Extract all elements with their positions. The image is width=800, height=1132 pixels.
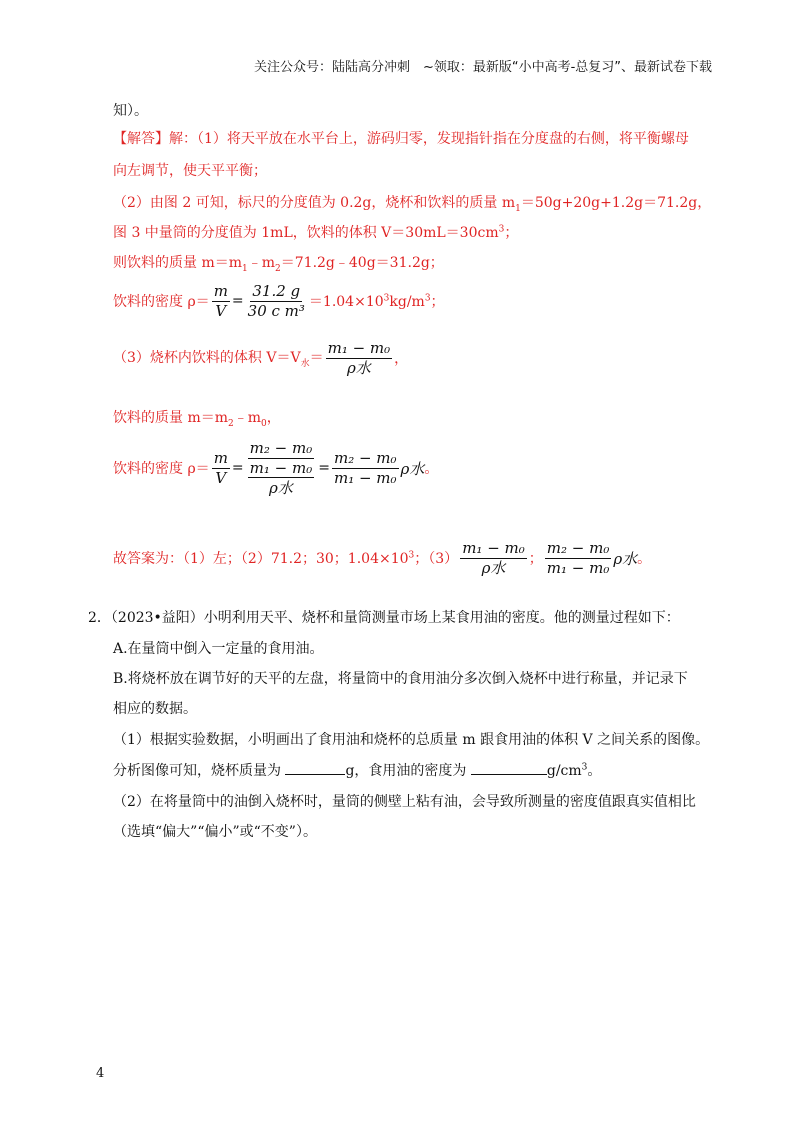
text: （3）烧杯内饮料的体积 V＝V [113,350,301,367]
text: ， [394,351,409,367]
blank-cup-mass[interactable] [285,762,345,775]
text: ； [504,225,519,241]
text: 解：（1）将天平放在水平台上，游码归零，发现指针指在分度盘的右侧，将平衡螺母 [169,131,689,147]
page-number: 4 [96,1066,105,1081]
answer-fraction-2 [545,540,612,576]
text: 则饮料的质量 m＝m [113,255,243,271]
solution-line-9: 饮料的密度 ρ＝ $\frac{m}{V}$ = m₂ − m₀ m₁ − m₀ ρ水 = $\frac{\text{m₂ − m₀}}{\text{m₁ − m₀}}$ ρ水 。 [113,439,439,497]
superscript: 3 [408,550,415,561]
fraction-m-over-v [212,283,230,319]
blank-oil-density[interactable] [471,762,547,775]
denominator: V [215,468,227,487]
compound-fraction [246,440,317,497]
text: ； [430,294,445,310]
fraction-m2m0-over-m1m0 [332,450,399,486]
denominator: 30 c m³ [247,301,305,320]
subscript: 2 [228,418,234,429]
subscript: 1 [242,263,248,274]
solution-line-10 [113,540,651,576]
question-2-line-5: （1）根据实验数据，小明画出了食用油和烧杯的总质量 m 跟食用油的体积 V 之间关系的图像。 [113,732,710,748]
superscript: 3 [383,293,390,304]
solution-line-2: 向左调节，使天平平衡； [113,163,267,179]
solution-line-1 [113,128,689,148]
text: ；（3） [414,551,459,567]
superscript: 3 [498,224,505,235]
text: 分析图像可知，烧杯质量为 [113,763,281,779]
denominator: ρ水 [346,358,371,377]
text: ， [266,410,281,426]
solution-line-0: 知）。 [113,103,148,119]
rho-water: ρ水 [400,459,425,478]
text: （2）由图 2 可知，标尺的分度值为 0.2g，烧杯和饮料的质量 m [113,195,516,211]
denominator: m₁ − m₀ [546,558,610,577]
numerator: m₂ − m₀ [249,439,313,457]
text: ＝50g+20g+1.2g＝71.2g， [520,195,712,211]
text: ； [528,551,543,567]
text: 饮料的密度 ρ＝ [113,461,210,478]
text: （2023•益阳）小明利用天平、烧杯和量筒测量市场上某食用油的密度。他的测量过程如下： [110,610,680,626]
text: ＝1.04×10 [308,294,384,310]
denominator [246,459,317,497]
subscript: 0 [261,418,267,429]
fraction-m1m0-over-rho [326,340,393,376]
subscript: 水 [300,358,310,369]
numerator: m [213,282,228,300]
numerator: m₁ − m₀ [462,539,525,557]
text: ﹣m [233,410,262,426]
text: kg/m [389,294,425,310]
denominator: m₁ − m₀ [333,468,397,487]
text: 。 [424,461,439,478]
question-2-line-8: （选填“偏大”“偏小”或“不变”）。 [113,824,317,840]
text: 故答案为：（1）左；（2）71.2；30；1.04×10 [113,551,409,567]
numerator: m₂ − m₀ [546,539,610,557]
fraction-31-over-30 [246,283,307,319]
numerator: m₂ − m₀ [333,449,397,468]
answer-tag: 【解答】 [113,131,169,147]
rho-water: ρ水 [613,549,638,568]
text: ＝71.2g﹣40g＝31.2g； [280,255,444,271]
solution-line-7 [113,340,408,376]
solution-line-5 [113,252,444,274]
subscript: 2 [275,263,281,274]
text: ＝ [309,350,324,367]
question-2-line-3: B.将烧杯放在调节好的天平的左盘，将量筒中的食用油分多次倒入烧杯中进行称量，并记录下 [113,671,688,687]
superscript: 3 [581,762,588,773]
text: ﹣m [247,255,276,271]
numerator: m [213,449,228,468]
solution-line-6: 饮料的密度 ρ＝ $\frac{m}{V}$ = $\frac{31.2 g}{\text{30 c m³}}$ $=1.04\times 10^3kg/m^3$； [113,282,445,320]
text: 。 [587,763,602,779]
solution-line-4 [113,222,518,242]
solution-line-8 [113,407,281,429]
denominator: V [215,301,227,320]
question-2-line-6 [113,760,601,780]
inner-denominator: ρ水 [269,479,293,497]
answer-fraction-1 [460,540,527,576]
text: 图 3 中量筒的分度值为 1mL，饮料的体积 V＝30mL＝30cm [113,225,499,241]
text: g，食用油的密度为 [345,763,467,779]
question-2-line-1 [88,607,680,627]
question-2-line-4: 相应的数据。 [113,701,197,717]
inner-numerator: m₁ − m₀ [249,458,313,477]
superscript: 3 [424,293,431,304]
fraction-m-over-v-2 [212,450,230,486]
question-2-line-7: （2）在将量筒中的油倒入烧杯时，量筒的侧壁上粘有油，会导致所测量的密度值跟真实值相比 [113,794,696,810]
numerator: m₁ − m₀ [327,339,391,357]
text: 饮料的密度 ρ＝ [113,294,210,310]
text: 饮料的质量 m＝m [113,410,229,426]
denominator: ρ水 [481,558,506,577]
page-header: 关注公众号：陆陆高分冲刺 ~领取：最新版“小中高考-总复习”、最新试卷下载 [253,60,712,75]
subscript: 1 [515,203,521,214]
question-number: 2． [88,610,111,626]
text: g/cm [546,763,582,779]
question-2-line-2: A.在量筒中倒入一定量的食用油。 [113,641,324,657]
solution-line-3 [113,192,711,214]
numerator: 31.2 g [252,282,301,300]
text: 。 [637,551,652,567]
